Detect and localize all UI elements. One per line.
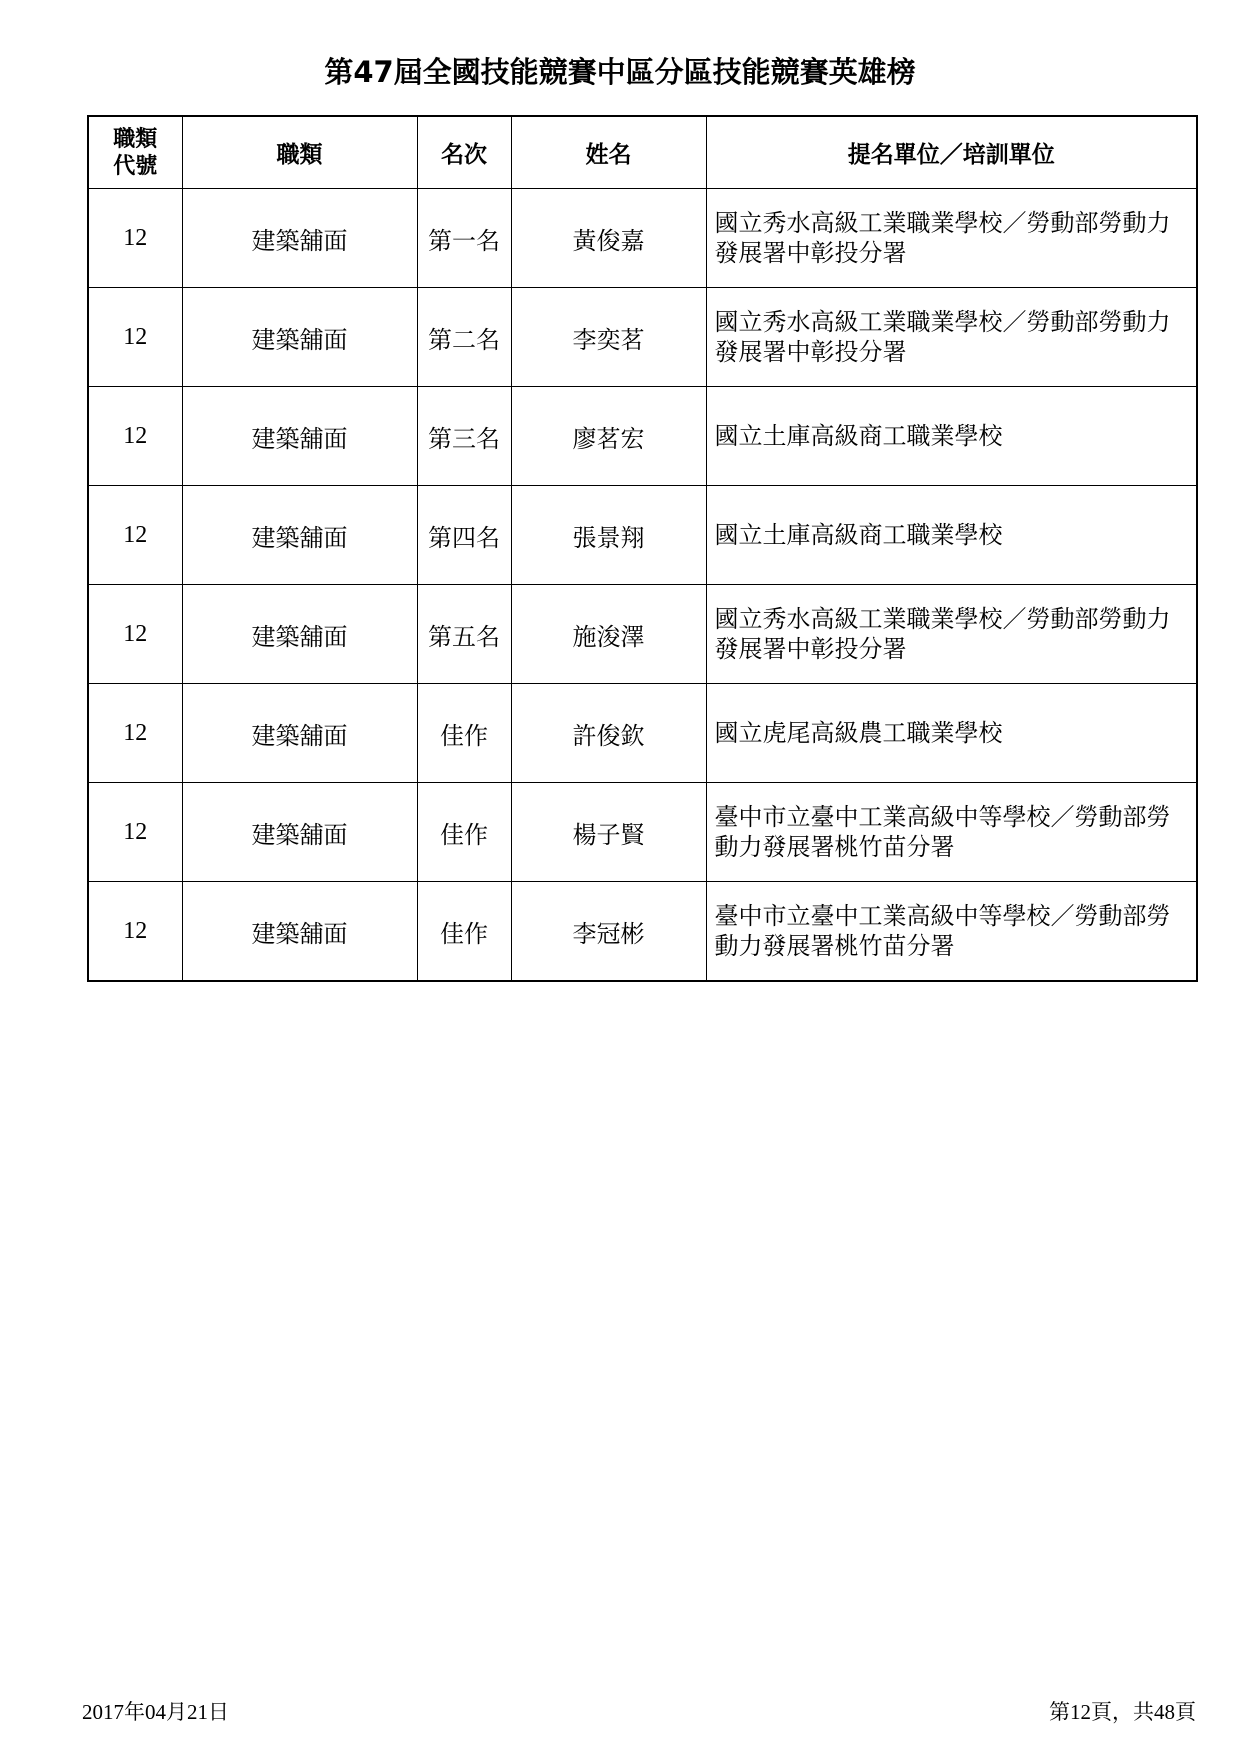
page-title: 第47屆全國技能競賽中區分區技能競賽英雄榜 [324,55,916,89]
cell-name: 楊子賢 [511,783,706,882]
cell-trade: 建築舖面 [182,882,417,982]
cell-rank: 佳作 [417,783,511,882]
cell-code: 12 [88,882,182,982]
hero-table [87,115,1198,982]
table-row [88,486,1197,585]
cell-code: 12 [88,783,182,882]
table-header-row [88,116,1197,189]
cell-rank: 佳作 [417,684,511,783]
cell-rank: 第一名 [417,189,511,288]
table-row [88,783,1197,882]
cell-code: 12 [88,684,182,783]
cell-unit: 臺中市立臺中工業高級中等學校／勞動部勞動力發展署桃竹苗分署 [706,783,1197,882]
cell-unit: 國立秀水高級工業職業學校／勞動部勞動力發展署中彰投分署 [706,189,1197,288]
column-header-code-line1: 職類 [113,126,158,152]
column-header-trade: 職類 [182,116,417,189]
cell-name: 黃俊嘉 [511,189,706,288]
cell-trade: 建築舖面 [182,486,417,585]
cell-trade: 建築舖面 [182,684,417,783]
cell-name: 李奕茗 [511,288,706,387]
cell-unit: 國立土庫高級商工職業學校 [706,486,1197,585]
cell-trade: 建築舖面 [182,585,417,684]
table-row [88,684,1197,783]
cell-name: 許俊欽 [511,684,706,783]
cell-code: 12 [88,387,182,486]
column-header-code [88,116,182,189]
column-header-name: 姓名 [511,116,706,189]
cell-code: 12 [88,486,182,585]
table-row [88,189,1197,288]
cell-trade: 建築舖面 [182,387,417,486]
cell-code: 12 [88,189,182,288]
cell-rank: 第二名 [417,288,511,387]
cell-rank: 第五名 [417,585,511,684]
cell-unit: 臺中市立臺中工業高級中等學校／勞動部勞動力發展署桃竹苗分署 [706,882,1197,982]
cell-trade: 建築舖面 [182,783,417,882]
table-row [88,288,1197,387]
cell-name: 李冠彬 [511,882,706,982]
cell-code: 12 [88,585,182,684]
column-header-code-line2: 代號 [113,153,158,179]
cell-trade: 建築舖面 [182,189,417,288]
cell-unit: 國立秀水高級工業職業學校／勞動部勞動力發展署中彰投分署 [706,585,1197,684]
cell-rank: 第四名 [417,486,511,585]
cell-unit: 國立土庫高級商工職業學校 [706,387,1197,486]
column-header-unit: 提名單位／培訓單位 [706,116,1197,189]
cell-name: 施浚澤 [511,585,706,684]
table-row [88,387,1197,486]
table-row [88,585,1197,684]
cell-name: 廖茗宏 [511,387,706,486]
cell-rank: 第三名 [417,387,511,486]
column-header-rank: 名次 [417,116,511,189]
cell-code: 12 [88,288,182,387]
cell-unit: 國立虎尾高級農工職業學校 [706,684,1197,783]
footer-page-number: 第12頁，共48頁 [1049,1700,1196,1724]
cell-rank: 佳作 [417,882,511,982]
footer-date: 2017年04月21日 [82,1700,229,1724]
cell-trade: 建築舖面 [182,288,417,387]
cell-name: 張景翔 [511,486,706,585]
cell-unit: 國立秀水高級工業職業學校／勞動部勞動力發展署中彰投分署 [706,288,1197,387]
table-row [88,882,1197,982]
